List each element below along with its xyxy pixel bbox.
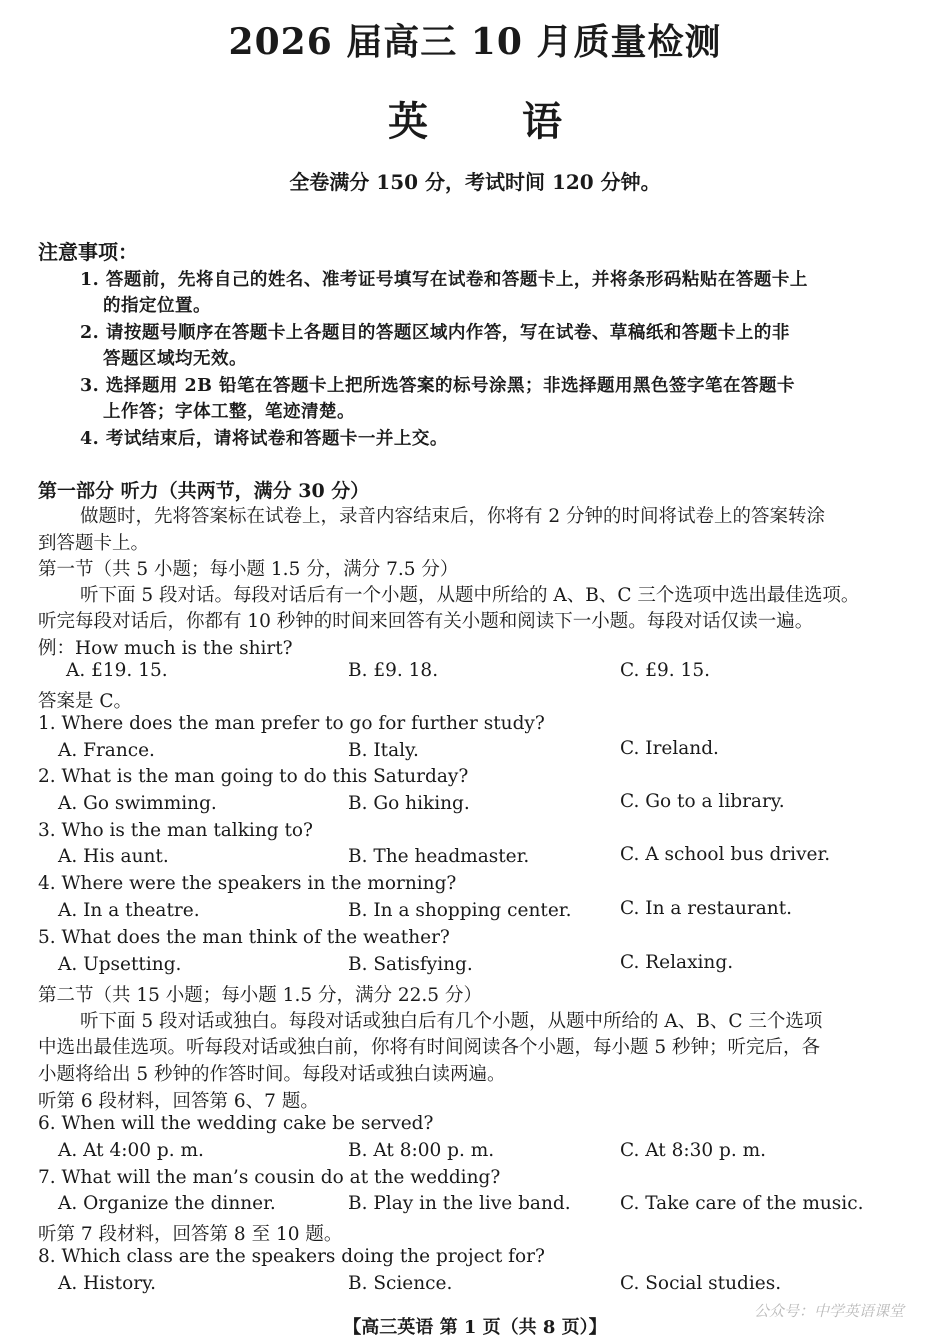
notice-line: 2. 请按题号顺序在答题卡上各题目的答题区域内作答，写在试卷、草稿纸和答题卡上的非 bbox=[80, 323, 790, 343]
section2-intro-line: 中选出最佳选项。听每段对话或独白前，你将有时间阅读各个小题，每小题 5 秒钟；听完后，各 bbox=[38, 1037, 821, 1058]
question-8: 8. Which class are the speakers doing the project for? bbox=[38, 1246, 545, 1267]
q4-option-c: C. In a restaurant. bbox=[620, 898, 793, 919]
part1-intro-line: 到答题卡上。 bbox=[38, 533, 150, 554]
question-6: 6. When will the wedding cake be served? bbox=[38, 1113, 434, 1134]
notice-line: 3. 选择题用 2B 铅笔在答题卡上把所选答案的标号涂黑；非选择题用黑色签字笔在答题卡 bbox=[80, 376, 796, 396]
q4-option-a: A. In a theatre. bbox=[58, 900, 200, 921]
section2-heading: 第二节（共 15 小题；每小题 1.5 分，满分 22.5 分） bbox=[38, 985, 482, 1006]
example-option-b: B. £9. 18. bbox=[348, 660, 439, 681]
example-answer: 答案是 C。 bbox=[38, 691, 133, 712]
watermark: 公众号：中学英语课堂 bbox=[753, 1302, 904, 1320]
section1-intro-line: 听完每段对话后，你都有 10 秒钟的时间来回答有关小题和阅读下一小题。每段对话仅读一遍。 bbox=[38, 611, 814, 632]
q8-option-b: B. Science. bbox=[348, 1273, 453, 1294]
q1-option-a: A. France. bbox=[58, 740, 155, 761]
q1-option-b: B. Italy. bbox=[348, 740, 419, 761]
example-option-c: C. £9. 15. bbox=[620, 660, 710, 681]
question-7: 7. What will the man’s cousin do at the wedding? bbox=[38, 1167, 501, 1188]
q4-option-b: B. In a shopping center. bbox=[348, 900, 572, 921]
q3-option-a: A. His aunt. bbox=[58, 846, 169, 867]
q2-option-c: C. Go to a library. bbox=[620, 791, 785, 812]
page-footer: 【高三英语 第 1 页（共 8 页）】 bbox=[343, 1317, 607, 1338]
q8-option-c: C. Social studies. bbox=[620, 1273, 782, 1294]
question-3: 3. Who is the man talking to? bbox=[38, 820, 313, 841]
section2-intro-line: 听下面 5 段对话或独白。每段对话或独白后有几个小题，从题中所给的 A、B、C 三个选项 bbox=[80, 1011, 823, 1032]
section1-intro-line: 听下面 5 段对话。每段对话后有一个小题，从题中所给的 A、B、C 三个选项中选出最佳选项。 bbox=[80, 585, 860, 606]
q5-option-a: A. Upsetting. bbox=[58, 954, 182, 975]
subject-title: 英 语 bbox=[388, 98, 602, 145]
section2-intro-line: 小题将给出 5 秒钟的作答时间。每段对话或独白读两遍。 bbox=[38, 1064, 506, 1085]
q7-option-c: C. Take care of the music. bbox=[620, 1193, 864, 1214]
q7-option-a: A. Organize the dinner. bbox=[58, 1193, 276, 1214]
notice-heading: 注意事项： bbox=[38, 240, 138, 264]
q6-option-b: B. At 8:00 p. m. bbox=[348, 1140, 495, 1161]
question-1: 1. Where does the man prefer to go for further study? bbox=[38, 713, 545, 734]
q2-option-b: B. Go hiking. bbox=[348, 793, 470, 814]
question-4: 4. Where were the speakers in the morning? bbox=[38, 873, 457, 894]
example-option-a: A. £19. 15. bbox=[66, 660, 168, 681]
notice-line: 上作答；字体工整，笔迹清楚。 bbox=[103, 402, 355, 422]
question-2: 2. What is the man going to do this Saturday? bbox=[38, 766, 469, 787]
q3-option-b: B. The headmaster. bbox=[348, 846, 530, 867]
q2-option-a: A. Go swimming. bbox=[58, 793, 217, 814]
question-5: 5. What does the man think of the weather? bbox=[38, 927, 450, 948]
q5-option-b: B. Satisfying. bbox=[348, 954, 473, 975]
score-info: 全卷满分 150 分，考试时间 120 分钟。 bbox=[289, 170, 661, 194]
example-question: 例：How much is the shirt? bbox=[38, 638, 293, 659]
q6-option-a: A. At 4:00 p. m. bbox=[58, 1140, 204, 1161]
notice-line: 4. 考试结束后，请将试卷和答题卡一并上交。 bbox=[80, 429, 448, 449]
q8-option-a: A. History. bbox=[58, 1273, 156, 1294]
q6-option-c: C. At 8:30 p. m. bbox=[620, 1140, 767, 1161]
notice-line: 1. 答题前，先将自己的姓名、准考证号填写在试卷和答题卡上，并将条形码粘贴在答题卡上 bbox=[80, 270, 808, 290]
part1-heading: 第一部分 听力（共两节，满分 30 分） bbox=[38, 480, 370, 502]
part1-intro-line: 做题时，先将答案标在试卷上，录音内容结束后，你将有 2 分钟的时间将试卷上的答案转涂 bbox=[80, 506, 826, 527]
material-6-instruction: 听第 6 段材料，回答第 6、7 题。 bbox=[38, 1091, 319, 1112]
q1-option-c: C. Ireland. bbox=[620, 738, 719, 759]
section1-heading: 第一节（共 5 小题；每小题 1.5 分，满分 7.5 分） bbox=[38, 559, 459, 580]
notice-line: 答题区域均无效。 bbox=[103, 349, 247, 369]
q7-option-b: B. Play in the live band. bbox=[348, 1193, 571, 1214]
q5-option-c: C. Relaxing. bbox=[620, 952, 734, 973]
q3-option-c: C. A school bus driver. bbox=[620, 844, 831, 865]
material-7-instruction: 听第 7 段材料，回答第 8 至 10 题。 bbox=[38, 1224, 343, 1245]
exam-title: 2026 届高三 10 月质量检测 bbox=[228, 21, 722, 63]
notice-line: 的指定位置。 bbox=[103, 296, 211, 316]
